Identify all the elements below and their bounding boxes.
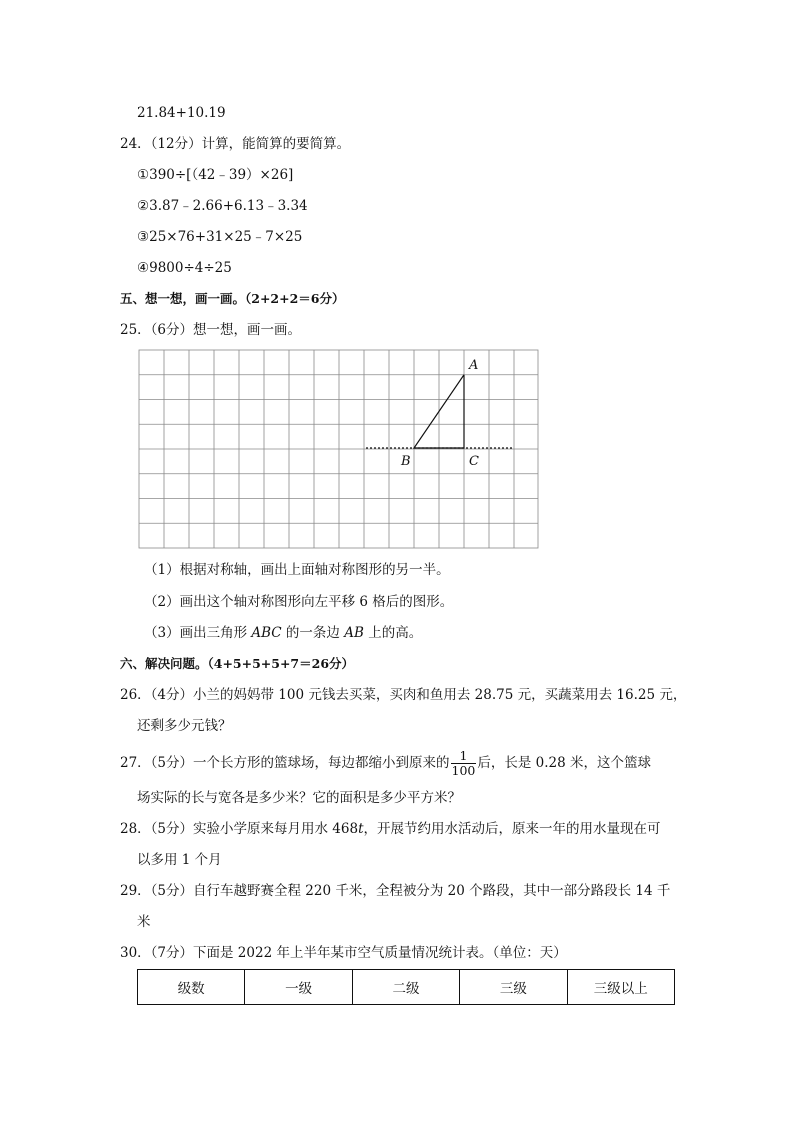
q25-sub-1: （1）根据对称轴，画出上面轴对称图形的另一半。: [144, 562, 450, 578]
q24-item-3: ③25×76+31×25﹣7×25: [137, 229, 303, 245]
q26-line-2: 还剩多少元钱？: [137, 718, 232, 734]
q27-line-1-pre: 27．（5分）一个长方形的篮球场，每边都缩小到原来的: [120, 755, 450, 771]
q29-line-2: 米: [137, 914, 151, 930]
q25-grid-figure: [136, 347, 542, 552]
q26-line-1: 26．（4分）小兰的妈妈带 100 元钱去买菜，买肉和鱼用去 28.75 元，买蔬菜用去 16.25 元，: [120, 687, 687, 703]
q25-sub-3-ab: AB: [344, 625, 364, 641]
table-row: [138, 970, 675, 1005]
section6-heading: 六、解决问题。（4+5+5+5+7＝26分）: [120, 656, 355, 671]
q27-line-1-post: 后，长是 0.28 米，这个篮球: [477, 755, 652, 771]
q25-sub-3-abc: ABC: [251, 625, 282, 641]
q28-line-1-pre: 28．（5分）实验小学原来每月用水 468: [120, 821, 359, 837]
section5-heading: 五、想一想，画一画。（2+2+2＝6分）: [120, 291, 345, 306]
air-quality-table: [137, 969, 675, 1005]
table-header-cell: 二级: [352, 970, 459, 1005]
q28-unit: t: [358, 821, 364, 837]
label-c: C: [469, 454, 479, 469]
table-header-cell: 三级以上: [567, 970, 674, 1005]
q25-sub-3-post: 上的高。: [363, 625, 423, 641]
q27-line-2: 场实际的长与宽各是多少米？它的面积是多少平方米？: [137, 790, 461, 806]
q25-sub-3-mid: 的一条边: [281, 625, 345, 641]
q30-stem: 30．（7分）下面是 2022 年上半年某市空气质量情况统计表。（单位：天）: [120, 945, 567, 961]
table-header-cell: 级数: [138, 970, 245, 1005]
q24-item-2: ②3.87﹣2.66+6.13﹣3.34: [137, 198, 308, 214]
q27-line-1: [120, 748, 651, 778]
grid-lines: [139, 350, 538, 548]
table-header-cell: 一级: [245, 970, 352, 1005]
table-header-cell: 三级: [460, 970, 567, 1005]
q25-sub-3: [144, 624, 422, 642]
q24-item-1: ①390÷[（42﹣39）×26]: [137, 167, 294, 183]
label-a: A: [469, 358, 479, 373]
q24-item-4: ④9800÷4÷25: [137, 260, 232, 276]
q28-line-1: [120, 820, 661, 838]
q29-line-1: 29．（5分）自行车越野赛全程 220 千米，全程被分为 20 个路段，其中一部分路段长 14 千: [120, 883, 671, 899]
q28-line-2: 以多用 1 个月: [137, 852, 222, 868]
q27-fraction-denominator: 100: [451, 763, 476, 778]
q27-fraction-numerator: 1: [451, 749, 477, 764]
q24-stem: 24．（12分）计算，能简算的要简算。: [120, 136, 351, 152]
q28-line-1-post: ，开展节约用水活动后，原来一年的用水量现在可: [363, 821, 661, 837]
q25-sub-3-pre: （3）画出三角形: [144, 625, 252, 641]
continued-expression: 21.84+10.19: [137, 105, 226, 121]
q25-sub-2: （2）画出这个轴对称图形向左平移 6 格后的图形。: [144, 594, 454, 610]
q25-stem: 25．（6分）想一想，画一画。: [120, 322, 302, 338]
q27-fraction: [451, 749, 477, 778]
label-b: B: [401, 454, 411, 469]
